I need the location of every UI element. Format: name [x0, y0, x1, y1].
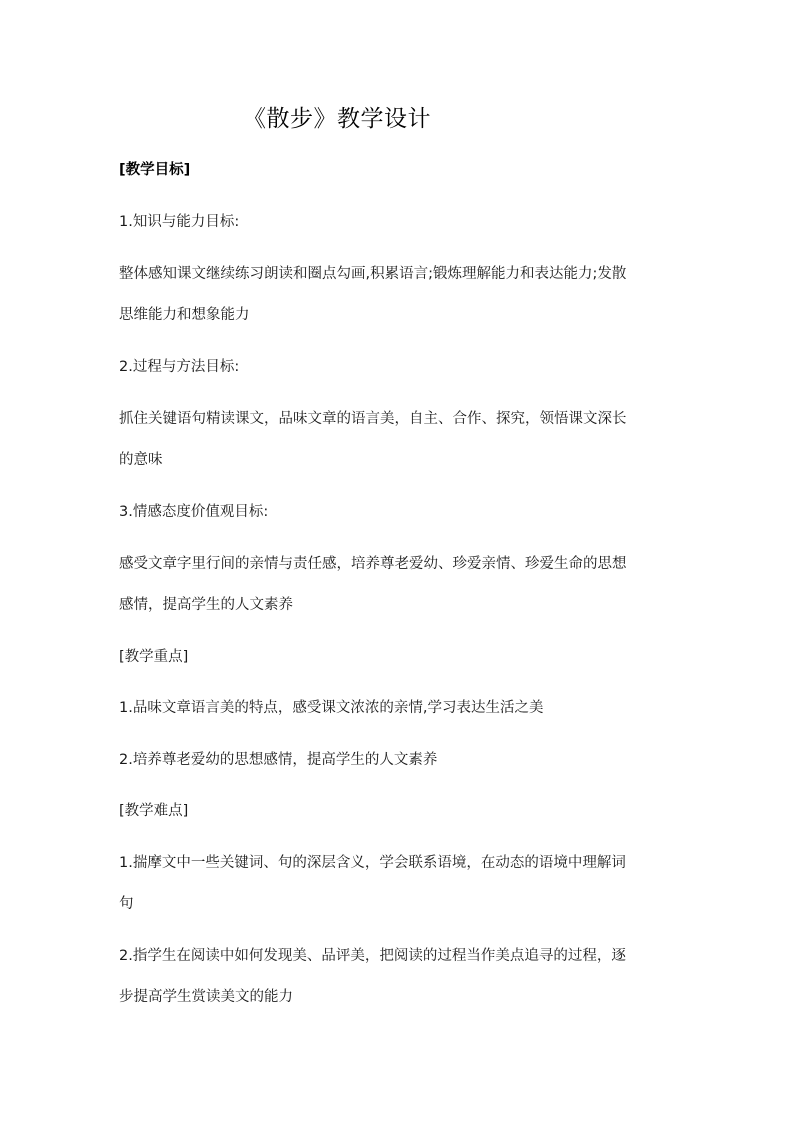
goal-heading-emotion: 3.情感态度价值观目标:	[119, 504, 269, 520]
key-point-1: 1.品味文章语言美的特点，感受课文浓浓的亲情,学习表达生活之美	[119, 700, 544, 716]
goal-text-knowledge-line-1: 整体感知课文继续练习朗读和圈点勾画,积累语言;锻炼理解能力和表达能力;发散	[119, 266, 627, 282]
goal-text-process-line-2: 的意味	[119, 452, 163, 468]
difficult-point-1-line-2: 句	[119, 896, 134, 912]
goal-text-emotion-line-1: 感受文章字里行间的亲情与责任感，培养尊老爱幼、珍爱亲情、珍爱生命的思想	[119, 556, 627, 572]
goal-text-process-line-1: 抓住关键语句精读课文，品味文章的语言美，自主、合作、探究，领悟课文深长	[119, 411, 627, 427]
document-title: 《散步》教学设计	[243, 106, 431, 132]
goal-text-knowledge-line-2: 思维能力和想象能力	[119, 307, 250, 323]
key-point-2: 2.培养尊老爱幼的思想感情，提高学生的人文素养	[119, 752, 438, 768]
goal-heading-knowledge: 1.知识与能力目标:	[119, 214, 240, 230]
difficult-point-2-line-2: 步提高学生赏读美文的能力	[119, 989, 293, 1005]
section-heading-key-points: [教学重点]	[119, 649, 189, 665]
section-heading-teaching-goals: [教学目标]	[119, 162, 191, 178]
goal-heading-process: 2.过程与方法目标:	[119, 359, 240, 375]
goal-text-emotion-line-2: 感情，提高学生的人文素养	[119, 597, 293, 613]
difficult-point-1-line-1: 1.揣摩文中一些关键词、句的深层含义，学会联系语境，在动态的语境中理解词	[119, 855, 626, 871]
difficult-point-2-line-1: 2.指学生在阅读中如何发现美、品评美，把阅读的过程当作美点追寻的过程，逐	[119, 948, 626, 964]
section-heading-difficult-points: [教学难点]	[119, 803, 189, 819]
